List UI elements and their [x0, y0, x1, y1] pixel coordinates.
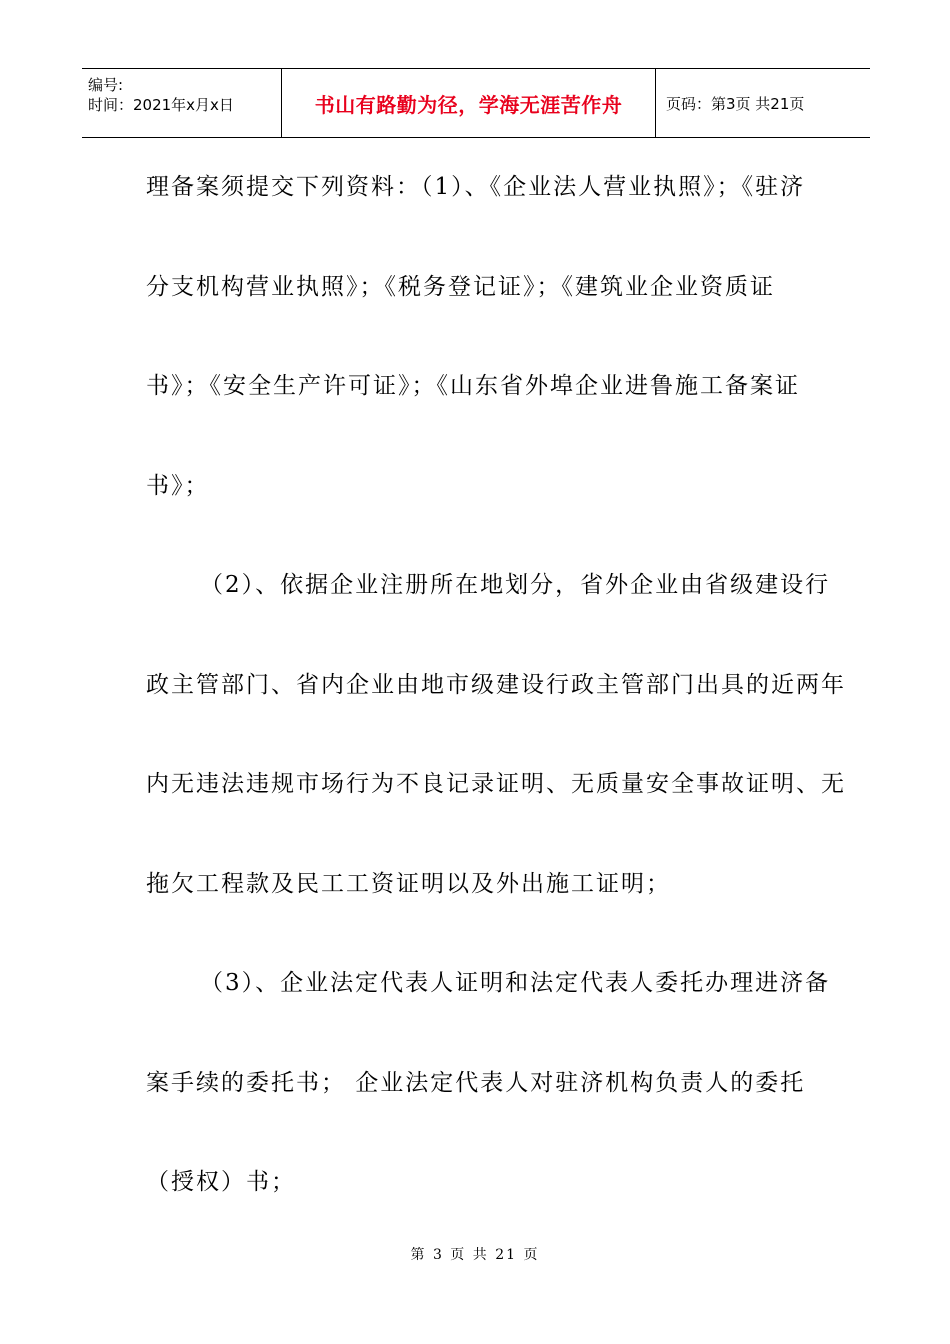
body-line: 内无违法违规市场行为不良记录证明、无质量安全事故证明、无	[146, 771, 846, 797]
header-motto: 书山有路勤为径，学海无涯苦作舟	[282, 69, 656, 137]
document-body	[146, 162, 846, 1257]
body-line: 书》；	[146, 472, 210, 499]
body-line: 书》；《安全生产许可证》；《山东省外埠企业进鲁施工备案证	[146, 373, 800, 399]
body-line: 拖欠工程款及民工工资证明以及外出施工证明；	[146, 870, 671, 897]
page-footer: 第 3 页 共 21 页	[410, 1247, 540, 1263]
body-line: （3）、企业法定代表人证明和法定代表人委托办理进济备	[200, 970, 831, 996]
document-date-label: 时间：2021年x月x日	[88, 96, 234, 114]
body-line: 分支机构营业执照》；《税务登记证》；《建筑业企业资质证	[146, 273, 775, 300]
header-meta	[82, 69, 282, 137]
body-line: （2）、依据企业注册所在地划分，省外企业由省级建设行	[200, 572, 831, 598]
body-line: （授权）书；	[146, 1169, 296, 1195]
document-number-label: 编号:	[88, 76, 124, 94]
header-page-info: 页码：第3页 共21页	[666, 94, 805, 113]
body-line: 案手续的委托书； 企业法定代表人对驻济机构负责人的委托	[146, 1069, 806, 1096]
body-line: 政主管部门、省内企业由地市级建设行政主管部门出具的近两年	[146, 671, 846, 698]
page-header	[82, 68, 870, 138]
body-line: 理备案须提交下列资料：（1）、《企业法人营业执照》；《驻济	[146, 174, 806, 200]
